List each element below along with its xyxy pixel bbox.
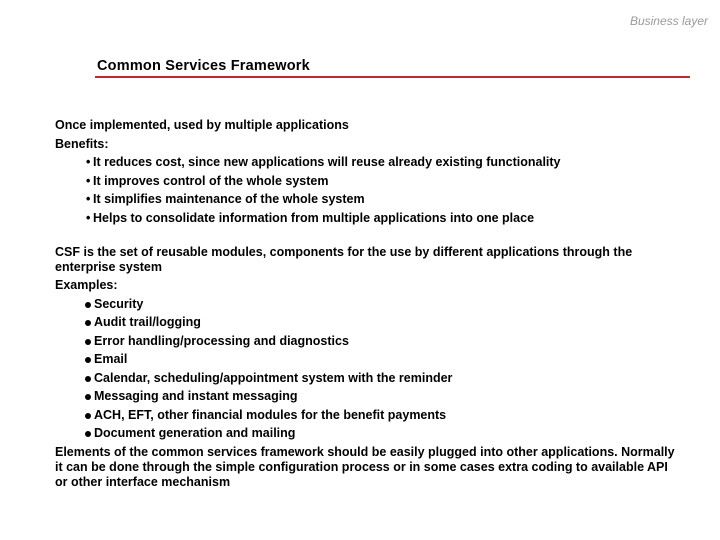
example-item — [55, 334, 675, 349]
section-label: Business layer — [629, 14, 708, 28]
dot-bullet-icon — [85, 394, 91, 400]
csf-definition: CSF is the set of reusable modules, components for the use by different applications through the enterprise system — [55, 244, 633, 274]
dot-bullet-icon — [85, 320, 91, 326]
example-item — [55, 315, 675, 330]
example-text: Error handling/processing and diagnostics — [94, 333, 349, 348]
bullet-icon: • — [86, 155, 91, 169]
benefit-item — [55, 192, 675, 207]
example-item — [55, 371, 675, 386]
bullet-icon: • — [86, 192, 91, 206]
intro-line: Once implemented, used by multiple applications — [55, 118, 349, 132]
dot-bullet-icon — [85, 339, 91, 345]
dot-bullet-icon — [85, 302, 91, 308]
dot-bullet-icon — [85, 413, 91, 419]
example-text: Audit trail/logging — [94, 315, 201, 329]
benefit-text: Helps to consolidate information from multiple applications into one place — [93, 210, 535, 225]
example-item — [55, 408, 675, 423]
example-item — [55, 297, 675, 312]
example-text: Messaging and instant messaging — [94, 389, 298, 403]
example-text: Document generation and mailing — [94, 426, 296, 440]
example-item — [55, 352, 675, 367]
example-text: ACH, EFT, other financial modules for the benefit payments — [94, 407, 447, 422]
examples-label: Examples: — [55, 278, 118, 292]
slide-title: Common Services Framework — [97, 58, 310, 74]
benefit-text: It improves control of the whole system — [93, 173, 329, 188]
slide-body — [55, 118, 675, 490]
benefit-item — [55, 155, 675, 170]
benefit-text: It simplifies maintenance of the whole system — [93, 192, 365, 206]
example-text: Calendar, scheduling/appointment system with the reminder — [94, 370, 453, 385]
title-underline — [95, 76, 690, 78]
bullet-icon: • — [86, 173, 91, 188]
benefit-item — [55, 174, 675, 189]
benefit-text: It reduces cost, since new applications will reuse already existing functionality — [93, 155, 561, 169]
benefit-item — [55, 211, 675, 226]
bullet-icon: • — [86, 210, 91, 225]
example-text: Email — [94, 352, 128, 366]
dot-bullet-icon — [85, 357, 91, 363]
example-text: Security — [94, 296, 144, 311]
example-item — [55, 426, 675, 441]
dot-bullet-icon — [85, 431, 91, 437]
example-item — [55, 389, 675, 404]
dot-bullet-icon — [85, 376, 91, 382]
closing-paragraph: Elements of the common services framework should be easily plugged into other applications. Normally it can be done through the simple configuration process or in some cases extra coding to available API or other interface mechanism — [55, 444, 675, 489]
benefits-label: Benefits: — [55, 136, 109, 151]
